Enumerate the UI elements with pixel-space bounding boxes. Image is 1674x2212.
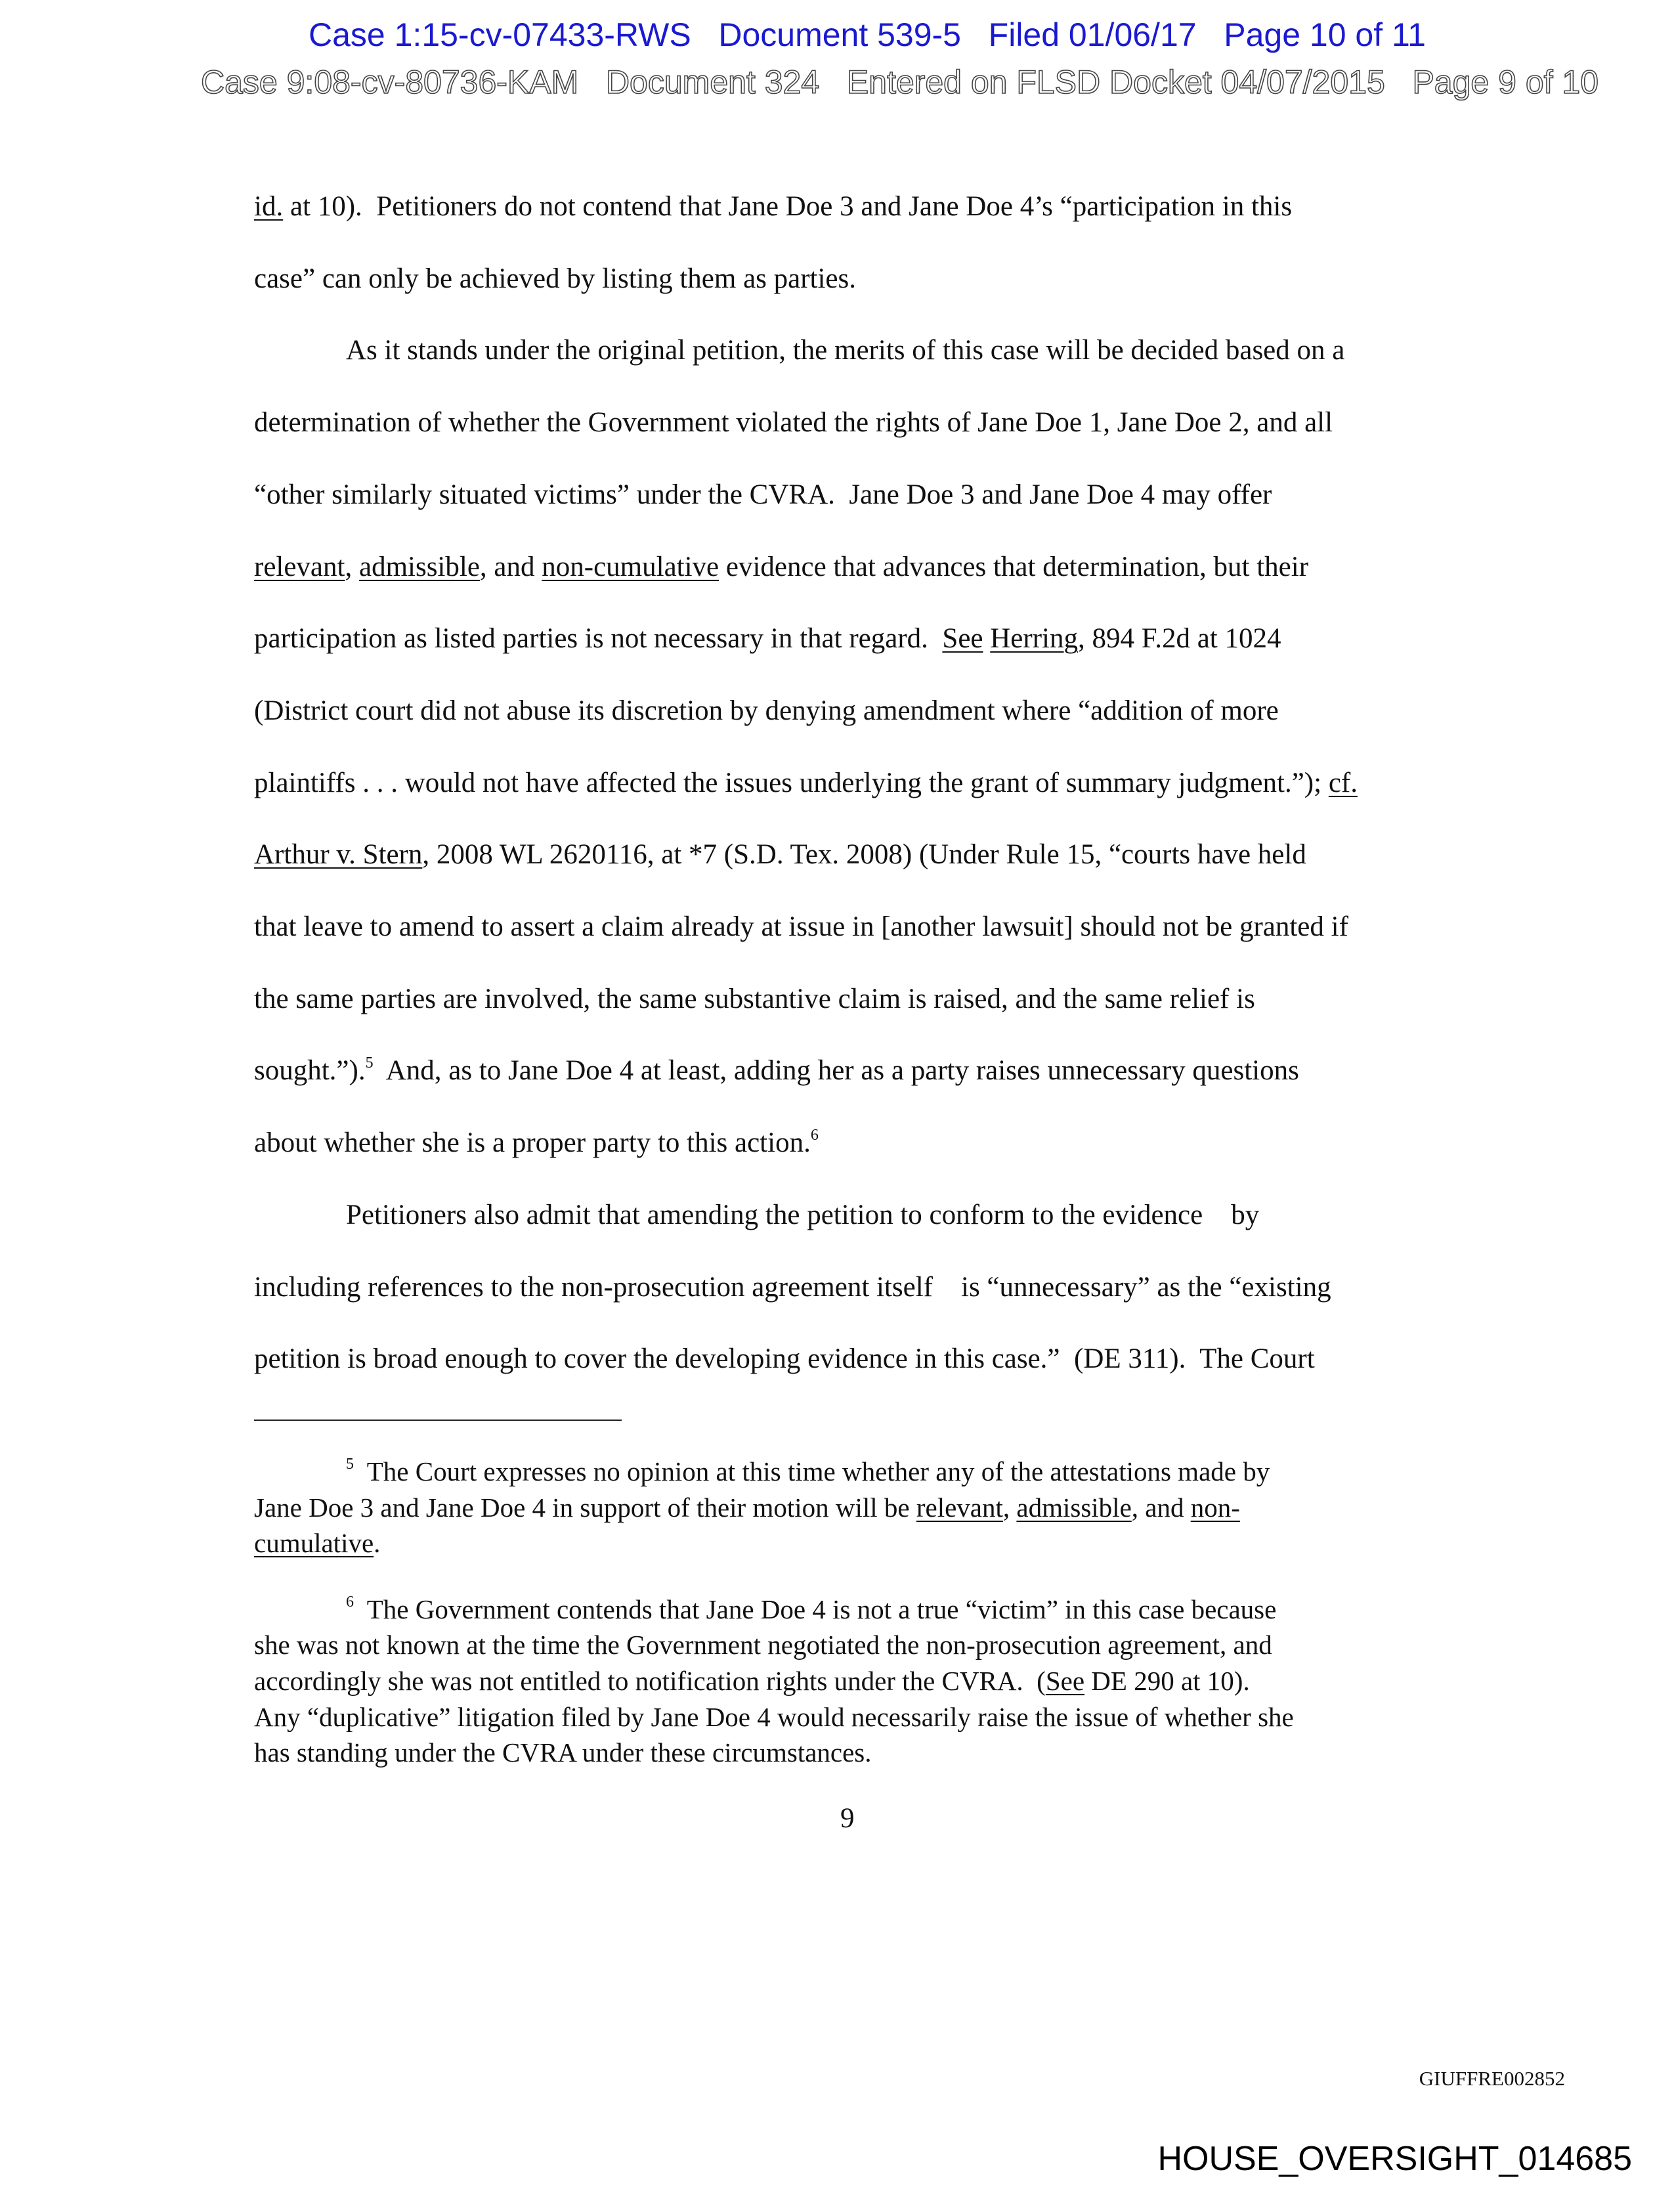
footnote-line	[346, 1456, 1270, 1487]
text-segment: And, as to Jane Doe 4 at least, adding her as a party raises unnecessary questions	[373, 1055, 1299, 1087]
text-segment	[983, 623, 991, 654]
underlined-citation: cf.	[1328, 767, 1358, 798]
underlined-citation: non-	[1190, 1492, 1240, 1523]
body-line	[254, 1127, 819, 1159]
text-segment: Jane Doe 3 and Jane Doe 4 in support of their motion will be	[254, 1492, 916, 1523]
text-segment: participation as listed parties is not necessary in that regard.	[254, 623, 943, 655]
underlined-citation: See	[942, 623, 983, 655]
body-line	[254, 767, 1358, 799]
text-segment: that leave to amend to assert a claim already at issue in [another lawsuit] should not be granted if	[254, 911, 1348, 942]
underlined-citation: relevant	[916, 1492, 1003, 1523]
underlined-citation: See	[1045, 1666, 1085, 1696]
body-line	[254, 263, 856, 295]
bates-number: GIUFFRE002852	[1419, 2067, 1565, 2090]
underlined-citation: admissible	[1016, 1492, 1132, 1523]
text-segment: case” can only be achieved by listing them as parties.	[254, 263, 857, 294]
text-segment: , and	[479, 551, 542, 582]
text-segment: Petitioners also admit that amending the petition to conform to the evidence by	[346, 1199, 1260, 1230]
text-segment: evidence that advances that determination, but their	[719, 551, 1309, 582]
text-segment: ,	[1002, 1492, 1017, 1523]
text-segment: at 10). Petitioners do not contend that Jane Doe 3 and Jane Doe 4’s “participation in this	[283, 191, 1293, 222]
text-segment: she was not known at the time the Government negotiated the non-prosecution agreement, and	[254, 1630, 1272, 1660]
footnote-divider	[254, 1420, 622, 1421]
body-line	[254, 622, 1281, 655]
text-segment: about whether she is a proper party to this action.	[254, 1127, 811, 1159]
body-line	[254, 479, 1272, 511]
text-segment: , 2008 WL 2620116, at *7 (S.D. Tex. 2008) (Under Rule 15, “courts have held	[422, 839, 1306, 871]
filed-case-header-stamp: Case 1:15-cv-07433-RWS Document 539-5 Filed 01/06/17 Page 10 of 11	[309, 16, 1426, 53]
house-oversight-stamp: HOUSE_OVERSIGHT_014685	[1157, 2140, 1632, 2178]
text-segment: As it stands under the original petition, the merits of this case will be decided based on a	[346, 335, 1345, 366]
footnote-line	[346, 1594, 1276, 1625]
text-segment: “other similarly situated victims” under the CVRA. Jane Doe 3 and Jane Doe 4 may offer	[254, 479, 1272, 510]
text-segment: , and	[1131, 1492, 1191, 1523]
footnote-line	[254, 1527, 380, 1559]
body-line	[254, 695, 1279, 727]
body-line	[254, 1271, 1331, 1303]
text-segment: accordingly she was not entitled to notification rights under the CVRA. (	[254, 1666, 1046, 1696]
footnote-line	[254, 1737, 872, 1768]
body-line	[254, 406, 1333, 439]
text-segment: plaintiffs . . . would not have affected the issues underlying the grant of summary judgment.”);	[254, 767, 1329, 798]
underlined-citation: admissible	[358, 551, 480, 582]
body-line	[346, 334, 1344, 366]
text-segment: .	[374, 1528, 381, 1559]
footnote-line	[254, 1701, 1294, 1733]
footnote-reference: 6	[346, 1593, 354, 1611]
body-line	[254, 551, 1308, 583]
text-segment: petition is broad enough to cover the developing evidence in this case.” (DE 311). The Court	[254, 1343, 1315, 1375]
text-segment: The Government contends that Jane Doe 4 is not a true “victim” in this case because	[354, 1594, 1277, 1624]
body-line	[254, 983, 1255, 1015]
footnote-reference: 5	[346, 1456, 354, 1473]
text-segment: DE 290 at 10).	[1084, 1666, 1250, 1696]
footnote-line	[254, 1492, 1240, 1523]
original-case-header-stamp: Case 9:08-cv-80736-KAM Document 324 Entered on FLSD Docket 04/07/2015 Page 9 of 10	[201, 64, 1599, 100]
text-segment: the same parties are involved, the same substantive claim is raised, and the same relief is	[254, 983, 1255, 1014]
text-segment: including references to the non-prosecution agreement itself is “unnecessary” as the “existing	[254, 1271, 1331, 1303]
text-segment: sought.”).	[254, 1055, 366, 1087]
text-segment: Any “duplicative” litigation filed by Jane Doe 4 would necessarily raise the issue of whether she	[254, 1701, 1294, 1732]
underlined-citation: relevant	[254, 551, 345, 582]
footnote-reference: 5	[365, 1054, 374, 1072]
body-line	[254, 190, 1292, 223]
page-number: 9	[840, 1803, 855, 1834]
footnote-line	[254, 1665, 1250, 1697]
underlined-citation: Herring	[990, 623, 1078, 655]
text-segment: determination of whether the Government violated the rights of Jane Doe 1, Jane Doe 2, and all	[254, 407, 1333, 439]
underlined-citation: non-cumulative	[542, 551, 719, 582]
underlined-citation: cumulative	[254, 1528, 374, 1559]
body-line	[346, 1199, 1259, 1231]
footnote-line	[254, 1629, 1272, 1660]
text-segment: (District court did not abuse its discretion by denying amendment where “addition of more	[254, 695, 1279, 726]
underlined-citation: id.	[254, 191, 284, 222]
text-segment: , 894 F.2d at 1024	[1077, 623, 1281, 655]
text-segment: ,	[345, 551, 359, 582]
body-line	[254, 1054, 1299, 1087]
body-line	[254, 911, 1348, 943]
body-line	[254, 1343, 1315, 1375]
text-segment: has standing under the CVRA under these circumstances.	[254, 1737, 872, 1768]
footnote-reference: 6	[810, 1127, 819, 1144]
text-segment: The Court expresses no opinion at this time whether any of the attestations made by	[354, 1456, 1270, 1486]
underlined-citation: Arthur v. Stern	[254, 839, 423, 871]
body-line	[254, 838, 1306, 871]
